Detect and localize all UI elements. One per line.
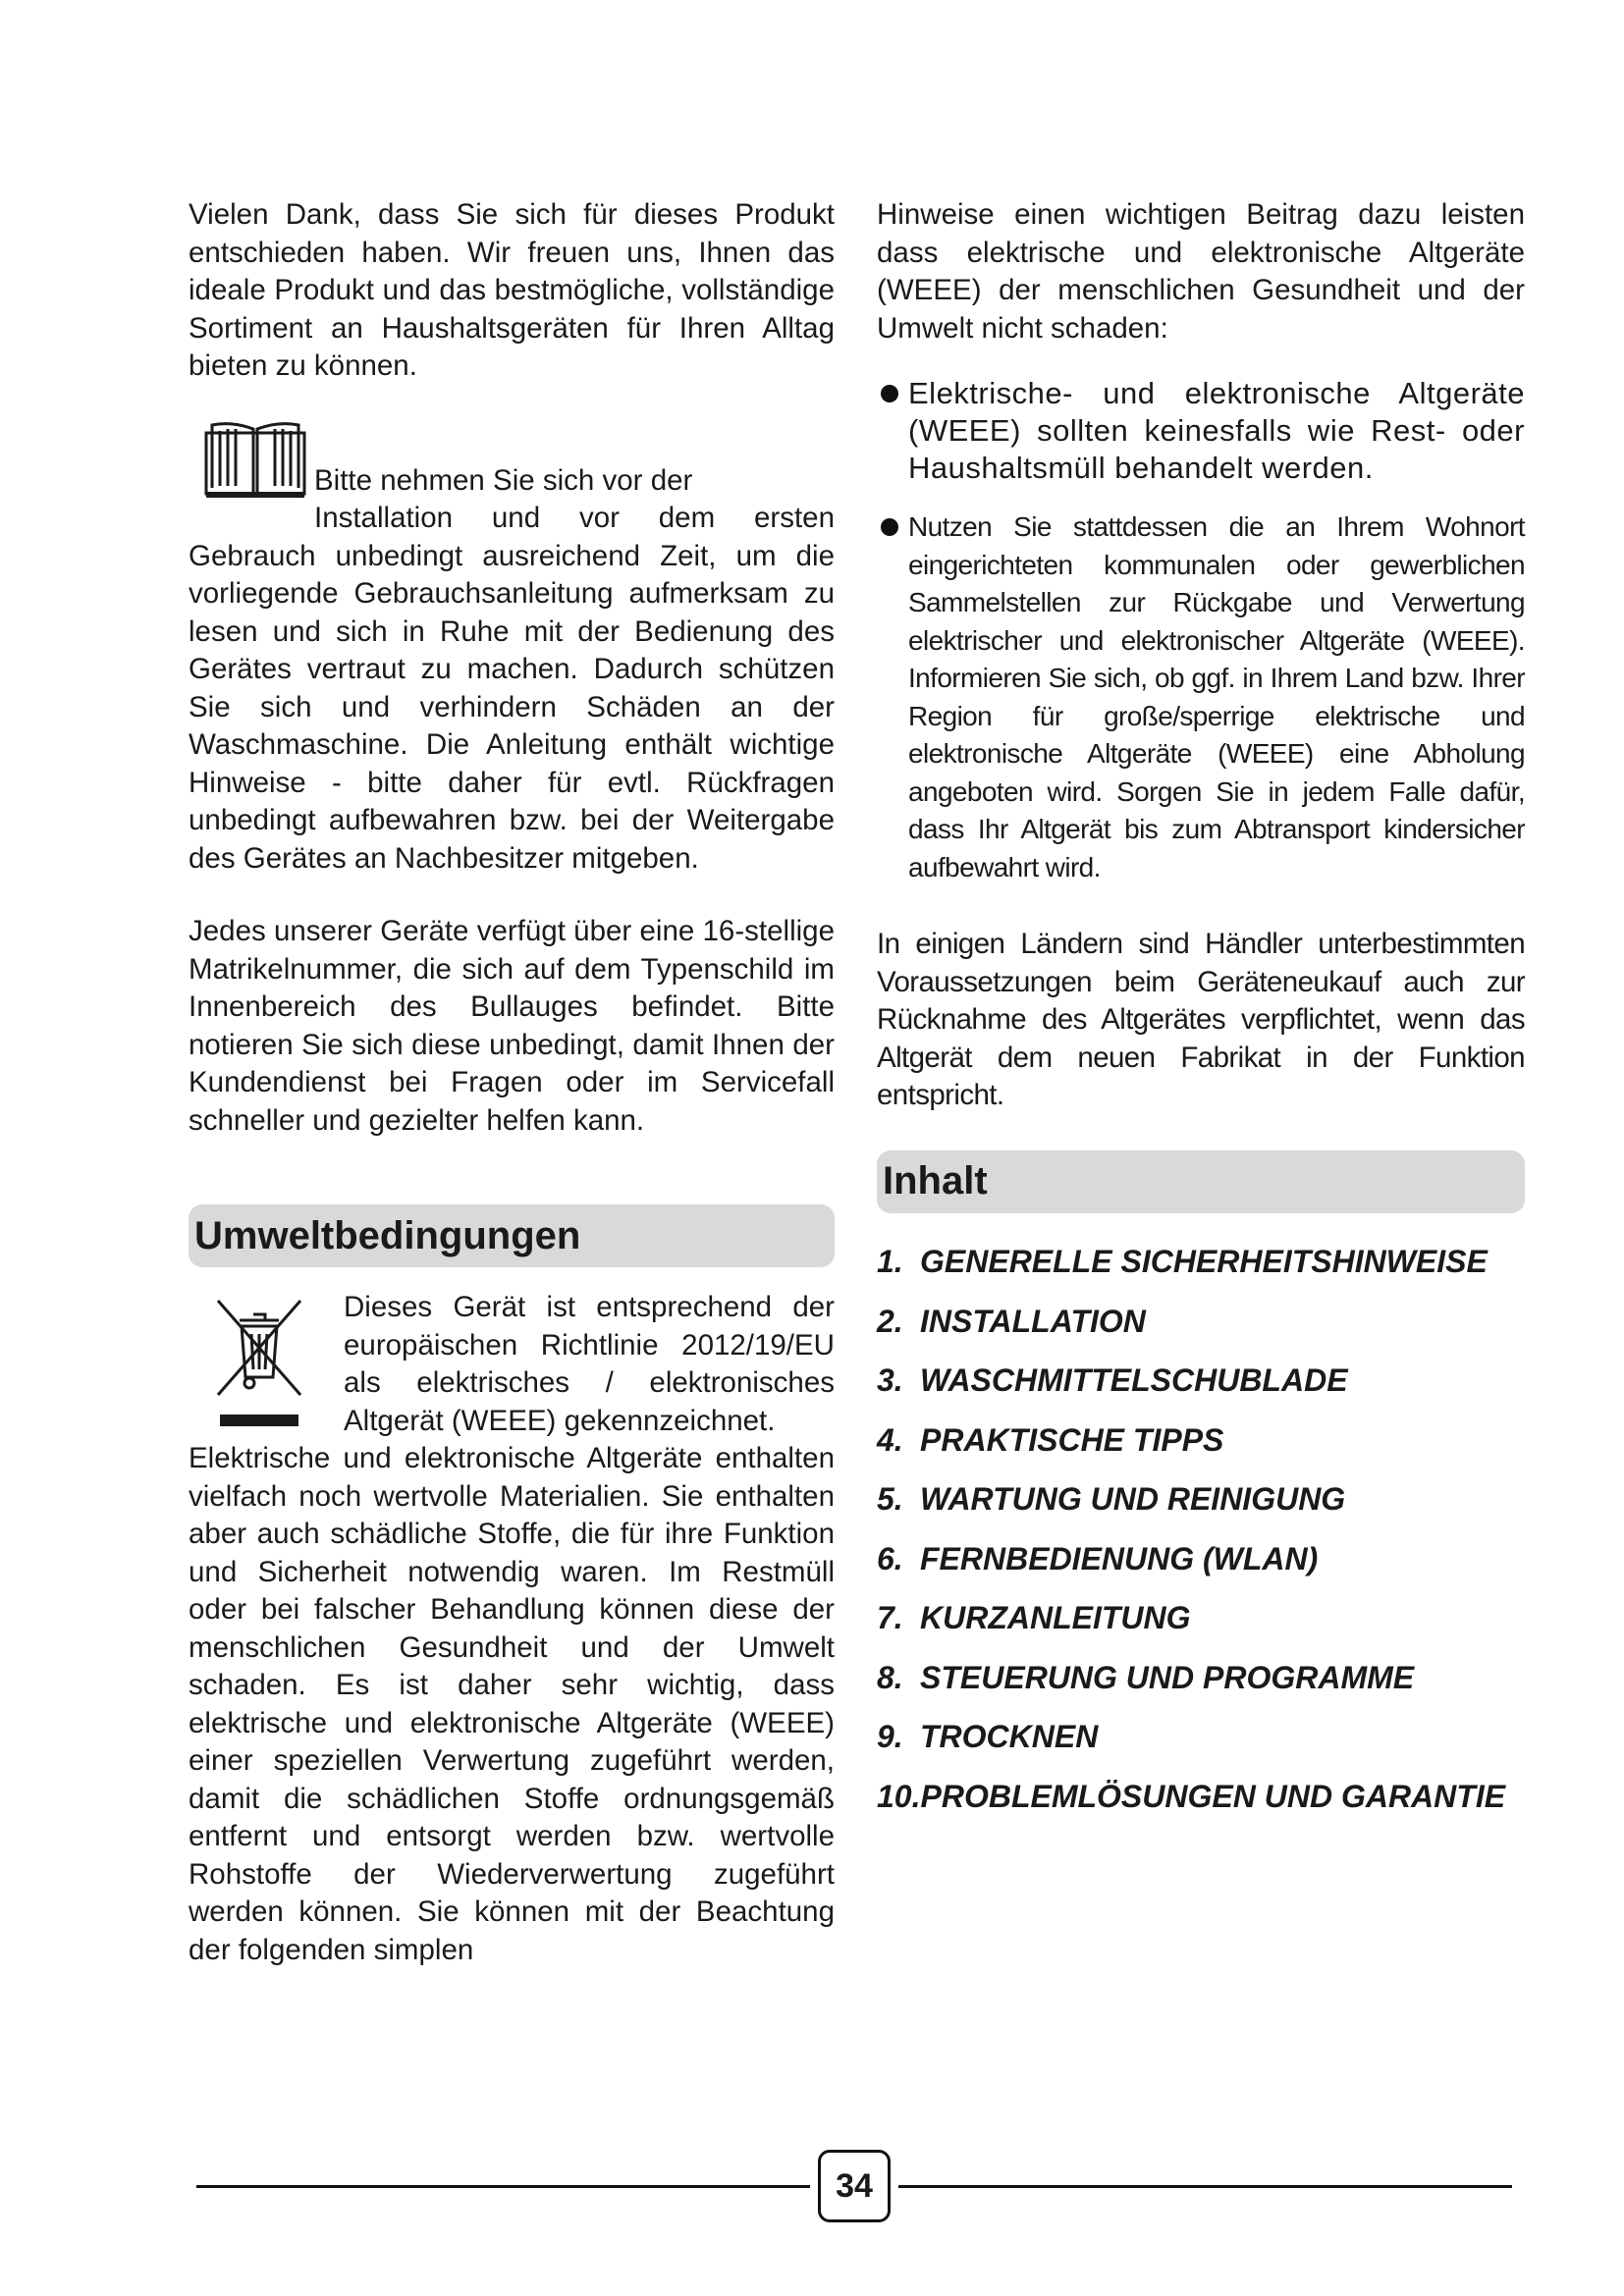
bullet-item xyxy=(877,375,1525,487)
toc-item[interactable]: 7. KURZANLEITUNG xyxy=(877,1600,1191,1636)
weee-marking-block xyxy=(189,1289,835,1440)
manual-note-first-line: Bitte nehmen Sie sich vor der xyxy=(314,463,693,497)
weee-explanation: Elektrische und elektronische Altgeräte enthalten vielfach noch wertvolle Materialien. Sie enthalten aber auch schädliche Stoffe, die für ihre Funktion und Sicherheit notwendig waren. Im Restmüll oder bei falscher Behandlung können diese der menschlichen Gesundheit und der Umwelt schaden. Es ist daher sehr wichtig, dass elektrische und elektronische Altgeräte (WEEE) einer speziellen Verwertung zugeführt werden, damit die schädlichen Stoffe ordnungsgemäß entfernt und entsorgt werden bzw. wertvolle Rohstoffe der Wiederverwertung zugeführt werden können. Sie können mit der Beachtung der folgenden simplen xyxy=(189,1442,835,1966)
toc-item[interactable]: 9. TROCKNEN xyxy=(877,1719,1099,1755)
footer-rule-left xyxy=(196,2185,810,2188)
page-number: 34 xyxy=(818,2150,891,2222)
table-of-contents xyxy=(877,1233,1525,1827)
bullet-item xyxy=(877,508,1525,886)
environment-heading: Umweltbedingungen xyxy=(189,1204,835,1267)
toc-item[interactable]: 8. STEUERUNG UND PROGRAMME xyxy=(877,1659,1415,1695)
toc-item[interactable]: 10. PROBLEMLÖSUNGEN UND GARANTIE xyxy=(877,1778,1506,1814)
bullet-icon xyxy=(881,518,898,536)
page-footer xyxy=(196,2150,1512,2222)
manual-note-text: Installation und vor dem ersten Gebrauch unbedingt ausreichend Zeit, um die vorliegende Gebrauchsanleitung aufmerksam zu lesen und sich in Ruhe mit der Bedienung des Gerätes vertraut zu machen. Dadurch schützen Sie sich und verhindern Schäden an der Waschmaschine. Die Anleitung enthält wichtige Hinweise - bitte daher für evtl. Rückfragen unbedingt aufbewahren bzw. bei der Weitergabe des Gerätes an Nachbesitzer mitgeben. xyxy=(189,502,835,875)
bullet-text: Elektrische- und elektronische Altgeräte (WEEE) sollten keinesfalls wie Rest- oder Haushaltsmüll behandelt werden. xyxy=(908,376,1525,485)
weee-marking-text: Dieses Gerät ist entsprechend der europäischen Richtlinie 2012/19/EU als elektrisches / elektronisches Altgerät (WEEE) gekennzeichnet. xyxy=(344,1291,835,1437)
right-column xyxy=(877,196,1525,1827)
serial-number-note: Jedes unserer Geräte verfügt über eine 16-stellige Matrikelnummer, die sich auf dem Typenschild im Innenbereich des Bullauges befindet. Bitte notieren Sie sich diese unbedingt, damit Ihnen der Kundendienst bei Fragen oder im Servicefall schneller und gezielter helfen kann. xyxy=(189,915,835,1137)
toc-item[interactable]: 4. PRAKTISCHE TIPPS xyxy=(877,1421,1224,1458)
open-book-icon xyxy=(202,419,308,502)
weee-continuation: Hinweise einen wichtigen Beitrag dazu leisten dass elektrische und elektronische Altgeräte (WEEE) der menschlichen Gesundheit und der Umwelt nicht schaden: xyxy=(877,198,1525,345)
footer-rule-right xyxy=(898,2185,1512,2188)
intro-paragraph: Vielen Dank, dass Sie sich für dieses Produkt entschieden haben. Wir freuen uns, Ihnen das ideale Produkt und das bestmögliche, vollständige Sortiment an Haushaltsgeräten für Ihren Alltag bieten zu können. xyxy=(189,198,835,382)
toc-item[interactable]: 3. WASCHMITTELSCHUBLADE xyxy=(877,1362,1348,1399)
manual-note xyxy=(189,419,835,879)
left-column xyxy=(189,196,835,1969)
bullet-icon xyxy=(881,385,898,402)
retailer-note: In einigen Ländern sind Händler unterbestimmten Voraussetzungen beim Geräteneukauf auch zur Rücknahme des Altgerätes verpflichtet, wenn das Altgerät dem neuen Fabrikat in der Funktion entspricht. xyxy=(877,928,1525,1111)
toc-item[interactable]: 5. WARTUNG UND REINIGUNG xyxy=(877,1481,1346,1518)
toc-heading: Inhalt xyxy=(877,1150,1525,1213)
toc-item[interactable]: 6. FERNBEDIENUNG (WLAN) xyxy=(877,1540,1319,1576)
toc-item[interactable]: 1. GENERELLE SICHERHEITSHINWEISE xyxy=(877,1244,1488,1280)
bullet-text: Nutzen Sie stattdessen die an Ihrem Wohnort eingerichteten kommunalen oder gewerblichen Sammelstellen zur Rückgabe und Verwertung elektrischer und elektronischer Altgeräte (WEEE). Informieren Sie sich, ob ggf. in Ihrem Land bzw. Ihrer Region für große/sperrige elektrische und elektronische Altgeräte (WEEE) eine Abholung angeboten wird. Sorgen Sie in jedem Falle dafür, dass Ihr Altgerät bis zum Abtransport kindersicher aufbewahrt wird. xyxy=(908,511,1525,882)
toc-item[interactable]: 2. INSTALLATION xyxy=(877,1303,1146,1339)
crossed-out-wheelie-bin-icon xyxy=(212,1293,306,1430)
